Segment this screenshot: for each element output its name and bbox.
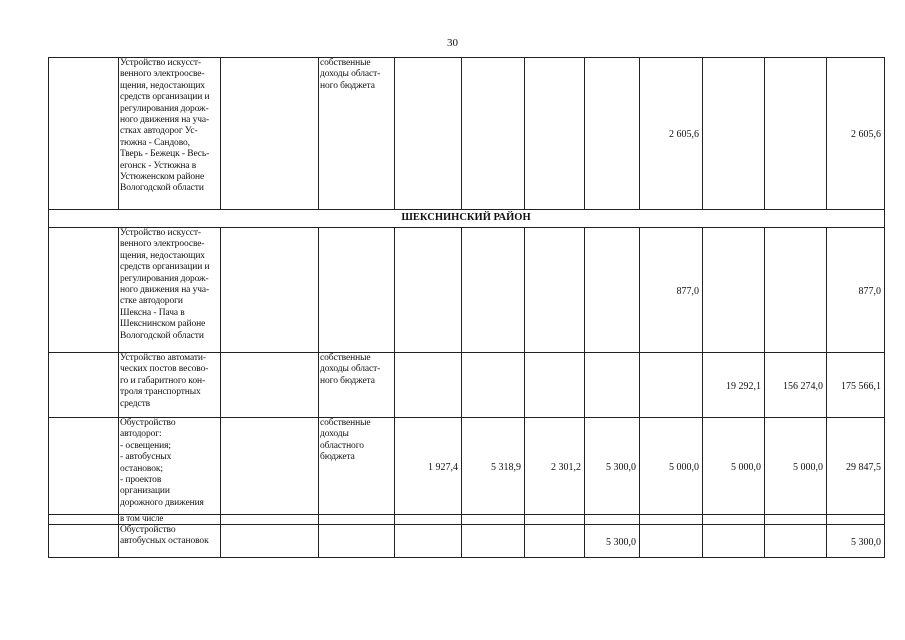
table-rule [48, 557, 884, 558]
value-cell: 5 000,0 [731, 461, 761, 473]
table-rule [461, 57, 462, 209]
row-name: Устройство искусст- венного электроосве- щения, недостающих средств организации и регулирования дорож- ного движения на уча- стках автодорог Ус- тюжна - Сандово, Тверь - Бежецк - Весь- егонск - Устюжна в Устюженском районе Вологодской области [120, 58, 210, 194]
table-rule [118, 57, 119, 209]
table-rule [584, 227, 585, 557]
table-rule [318, 227, 319, 557]
row-name: Обустройство автодорог: - освещения; - автобусных остановок; - проектов организации дорожного движения [120, 418, 204, 508]
table-rule [48, 57, 49, 558]
value-cell: 5 000,0 [793, 461, 823, 473]
table-rule [318, 57, 319, 209]
table-rule [48, 209, 884, 210]
table-rule [702, 57, 703, 209]
row-name: Устройство искусст- венного электроосве- щения, недостающих средств организации и регулирования дорож- ного движения на уча- стке автодороги Шексна - Пача в Шекснинском районе Вологодской области [120, 228, 210, 341]
table-rule [394, 227, 395, 557]
value-cell: 175 566,1 [841, 380, 881, 392]
table-rule [584, 57, 585, 209]
district-header: ШЕКСНИНСКИЙ РАЙОН [401, 212, 531, 223]
value-cell: 877,0 [676, 285, 699, 297]
page-number: 30 [447, 37, 458, 49]
row-name: в том числе [120, 513, 164, 523]
table-rule [118, 227, 119, 557]
value-cell: 5 300,0 [851, 536, 881, 548]
value-cell: 5 300,0 [606, 461, 636, 473]
table-rule [826, 227, 827, 557]
table-rule [220, 57, 221, 209]
value-cell: 19 292,1 [726, 380, 761, 392]
table-rule [394, 57, 395, 209]
funding-source: собственные доходы област- ного бюджета [320, 58, 381, 91]
table-rule [524, 227, 525, 557]
table-rule [639, 227, 640, 557]
value-cell: 5 000,0 [669, 461, 699, 473]
table-rule [764, 57, 765, 209]
table-rule [702, 227, 703, 557]
value-cell: 2 301,2 [551, 461, 581, 473]
table-rule [884, 57, 885, 558]
value-cell: 5 300,0 [606, 536, 636, 548]
table-rule [764, 227, 765, 557]
value-cell: 2 605,6 [851, 129, 881, 140]
row-name: Обустройство автобусных остановок [120, 525, 209, 547]
table-rule [524, 57, 525, 209]
table-rule [461, 227, 462, 557]
funding-source: собственные доходы област- ного бюджета [320, 353, 381, 386]
funding-source: собственные доходы областного бюджета [320, 418, 371, 463]
table-rule [220, 227, 221, 557]
value-cell: 156 274,0 [783, 380, 823, 392]
row-name: Устройство автомати- ческих постов весово- го и габаритного кон- троля транспортных средств [120, 353, 209, 409]
value-cell: 877,0 [858, 285, 881, 297]
value-cell: 1 927,4 [428, 461, 458, 473]
value-cell: 2 605,6 [669, 129, 699, 140]
value-cell: 29 847,5 [846, 461, 881, 473]
value-cell: 5 318,9 [491, 461, 521, 473]
